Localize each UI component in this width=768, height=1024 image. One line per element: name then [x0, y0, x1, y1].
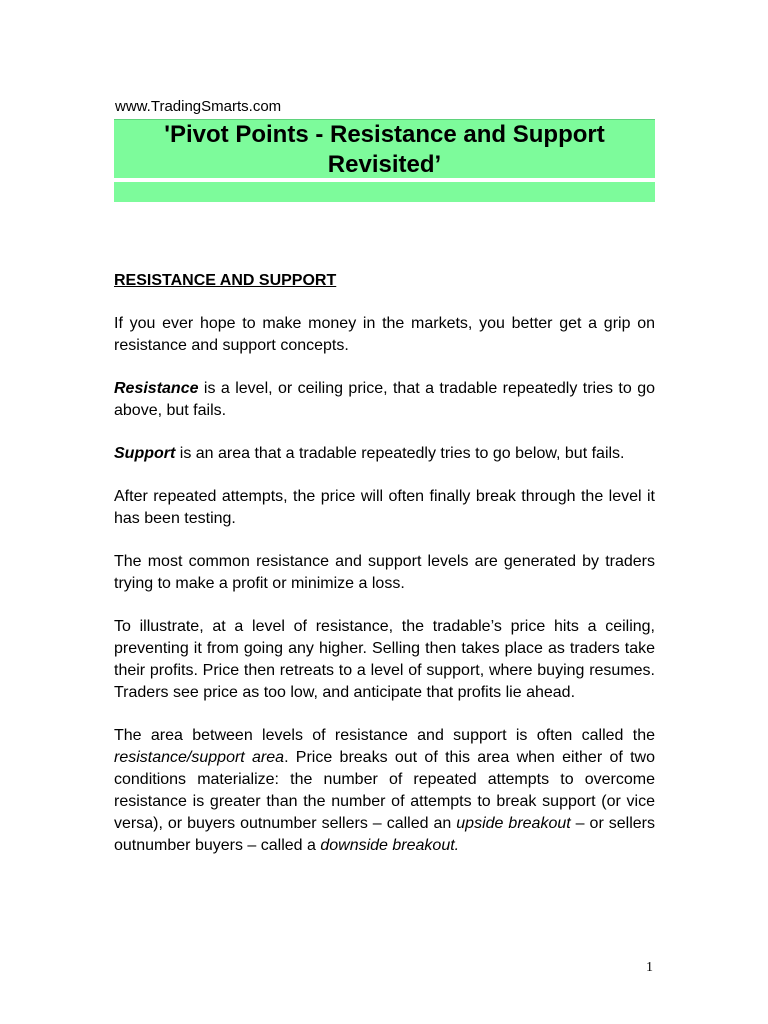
paragraph-resistance: [114, 378, 655, 422]
page-number: 1: [646, 960, 653, 975]
term-resistance-support-area: resistance/support area: [114, 749, 285, 766]
page-title-line-1: 'Pivot Points - Resistance and Support: [164, 121, 605, 148]
paragraph-common-levels: The most common resistance and support levels are generated by traders trying to make a profit or minimize a loss.: [114, 553, 655, 592]
paragraph-illustration: To illustrate, at a level of resistance, the tradable’s price hits a ceiling, preventing it from going any higher. Selling then takes place as traders take their profits. Price then retreats to a level of support, where buying resumes. Traders see price as too low, and anticipate that profits lie ahead.: [114, 618, 655, 701]
term-downside-breakout: downside breakout.: [320, 837, 460, 854]
document-body: [114, 270, 655, 878]
paragraph-intro: If you ever hope to make money in the markets, you better get a grip on resistance and support concepts.: [114, 315, 655, 354]
term-resistance: Resistance: [114, 380, 199, 397]
header-strip: [114, 182, 655, 202]
page-title-line-2: Revisited’: [327, 151, 442, 178]
paragraph-breakout-b: . Price breaks out of this area when either of two conditions materialize: the number of repeated attempts to overcome resistance is greater than the number of attempts to break support (or vice versa), or buyers outnumber sellers – called an: [114, 749, 655, 832]
site-url: www.TradingSmarts.com: [115, 98, 282, 115]
term-support: Support: [114, 445, 176, 462]
paragraph-support: [114, 443, 655, 465]
paragraph-support-text: is an area that a tradable repeatedly tries to go below, but fails.: [175, 445, 625, 462]
page-title: [114, 120, 655, 180]
paragraph-breakout-a: The area between levels of resistance and support is often called the: [114, 727, 655, 744]
term-upside-breakout: upside breakout: [456, 815, 571, 832]
paragraph-break-through: After repeated attempts, the price will often finally break through the level it has been testing.: [114, 488, 655, 527]
paragraph-resistance-text: is a level, or ceiling price, that a tradable repeatedly tries to go above, but fails.: [114, 380, 655, 419]
paragraph-breakout-c: – or sellers outnumber buyers – called a: [114, 815, 656, 854]
section-heading: RESISTANCE AND SUPPORT: [114, 272, 337, 289]
paragraph-breakout: [114, 725, 655, 857]
